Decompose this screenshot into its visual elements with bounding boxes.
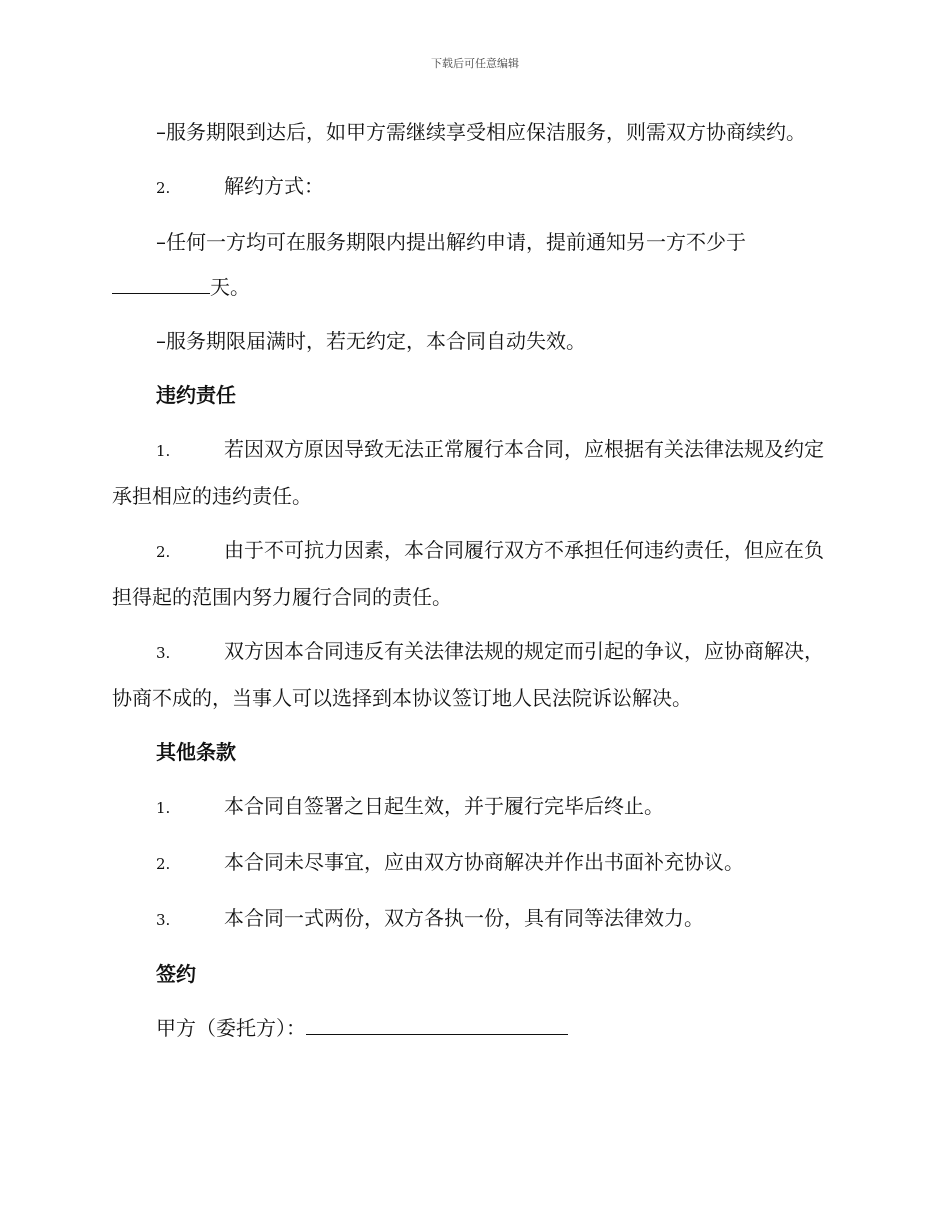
document-body (112, 110, 837, 1060)
party-a-line (112, 1006, 837, 1051)
item-text: 双方因本合同违反有关法律法规的规定而引起的争议，应协商解决，协商不成的，当事人可以选择到本协议签订地人民法院诉讼解决。 (112, 639, 824, 710)
item-number: 3. (156, 644, 171, 662)
item-number: 1. (156, 799, 171, 817)
blank-line-days (112, 267, 210, 294)
termination-item-2: –服务期限届满时，若无约定，本合同自动失效。 (156, 329, 586, 353)
item-number: 1. (156, 442, 171, 460)
section-heading-breach: 违约责任 (156, 383, 236, 407)
item-text: 本合同自签署之日起生效，并于履行完毕后终止。 (224, 794, 664, 818)
party-a-label: 甲方（委托方）： (156, 1016, 306, 1040)
other-item-2 (112, 840, 837, 887)
section-heading-sign: 签约 (156, 962, 196, 986)
item-text: 本合同一式两份，双方各执一份，具有同等法律效力。 (224, 906, 704, 930)
item-text: 解约方式： (224, 174, 324, 198)
item-number: 2. (156, 855, 171, 873)
other-item-3 (112, 896, 837, 943)
breach-item-2 (112, 528, 837, 620)
section-heading-other: 其他条款 (156, 740, 236, 764)
item-text: 若因双方原因导致无法正常履行本合同，应根据有关法律法规及约定承担相应的违约责任。 (112, 437, 824, 508)
item-number: 3. (156, 911, 171, 929)
breach-item-1 (112, 427, 837, 519)
termination-item-1 (112, 220, 837, 310)
other-item-1 (112, 784, 837, 831)
termination-heading (112, 164, 837, 211)
breach-item-3 (112, 629, 837, 721)
item-text: 天。 (210, 275, 250, 299)
item-text: 本合同未尽事宜，应由双方协商解决并作出书面补充协议。 (224, 850, 744, 874)
page-header: 下载后可任意编辑 (431, 57, 519, 70)
item-text: 由于不可抗力因素，本合同履行双方不承担任何违约责任，但应在负担得起的范围内努力履行合同的责任。 (112, 538, 824, 609)
item-number: 2. (156, 543, 171, 561)
item-text: –任何一方均可在服务期限内提出解约申请，提前通知另一方不少于 (156, 230, 746, 254)
renewal-paragraph: –服务期限到达后，如甲方需继续享受相应保洁服务，则需双方协商续约。 (156, 120, 806, 144)
item-number: 2. (156, 179, 171, 197)
party-a-signature-blank (306, 1008, 568, 1035)
